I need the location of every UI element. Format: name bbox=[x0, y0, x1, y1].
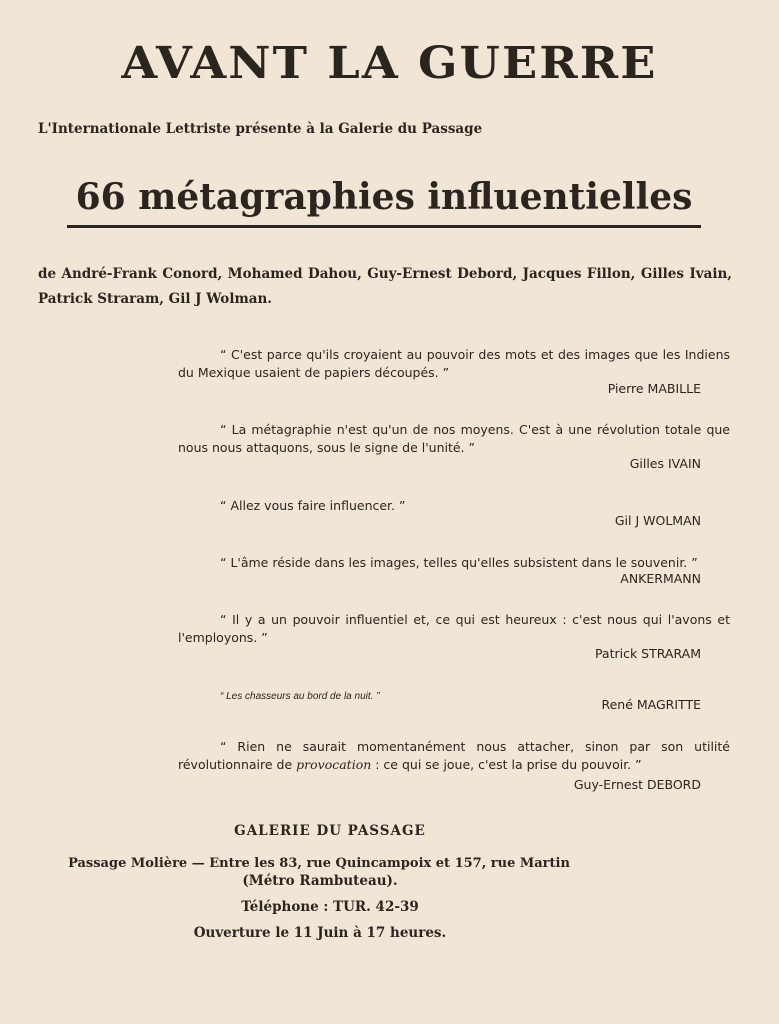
artist-list: de André-Frank Conord, Mohamed Dahou, Guy-Ernest Debord, Jacques Fillon, Gilles Ivain, Patrick Straram, Gil J Wolman. bbox=[38, 266, 732, 307]
quote-text: “ Allez vous faire influencer. ” bbox=[220, 498, 406, 513]
subtitle: L'Internationale Lettriste présente à la Galerie du Passage bbox=[38, 121, 483, 137]
gallery-address: Passage Molière — Entre les 83, rue Quincampoix et 157, rue Martin bbox=[68, 856, 570, 871]
quote-author: Patrick STRARAM bbox=[594, 646, 701, 661]
exhibition-heading: 66 métagraphies influentielles bbox=[75, 176, 693, 218]
quote-text: “ Il y a un pouvoir influentiel et, ce qui est heureux : c'est nous qui l'avons et l'employons. ” bbox=[178, 612, 730, 645]
quote-author: Gilles IVAIN bbox=[629, 456, 701, 471]
gallery-name: GALERIE DU PASSAGE bbox=[234, 823, 426, 839]
quote-author: René MAGRITTE bbox=[601, 697, 701, 712]
quote-emphasis: provocation bbox=[296, 757, 372, 772]
quote-author: Gil J WOLMAN bbox=[614, 513, 701, 528]
metro-station: (Métro Rambuteau). bbox=[242, 873, 398, 889]
quote-text: “ Les chasseurs au bord de la nuit. ” bbox=[220, 691, 380, 702]
quote-author: ANKERMANN bbox=[620, 571, 701, 586]
quote-text: “ La métagraphie n'est qu'un de nos moyens. C'est à une révolution totale que nous nous attaquons, sous le signe de l'unité. ” bbox=[178, 422, 730, 455]
quote-text: “ L'âme réside dans les images, telles qu'elles subsistent dans le souvenir. ” bbox=[220, 555, 698, 570]
quote-text: “ C'est parce qu'ils croyaient au pouvoir des mots et des images que les Indiens du Mexique usaient de papiers découpés. ” bbox=[178, 347, 730, 380]
heading-underline bbox=[67, 225, 701, 228]
quote-text-start: “ Rien ne saurait momentanément nous attacher, sinon par son utilité révolutionnaire de bbox=[178, 739, 730, 772]
opening-date: Ouverture le 11 Juin à 17 heures. bbox=[193, 925, 447, 941]
quote-author: Guy-Ernest DEBORD bbox=[573, 777, 701, 792]
quote-text-end: : ce qui se joue, c'est la prise du pouvoir. ” bbox=[371, 757, 642, 772]
poster-title: AVANT LA GUERRE bbox=[121, 38, 658, 89]
quote-author: Pierre MABILLE bbox=[607, 381, 701, 396]
phone-number: Téléphone : TUR. 42-39 bbox=[241, 899, 419, 915]
quote-text bbox=[178, 738, 730, 774]
